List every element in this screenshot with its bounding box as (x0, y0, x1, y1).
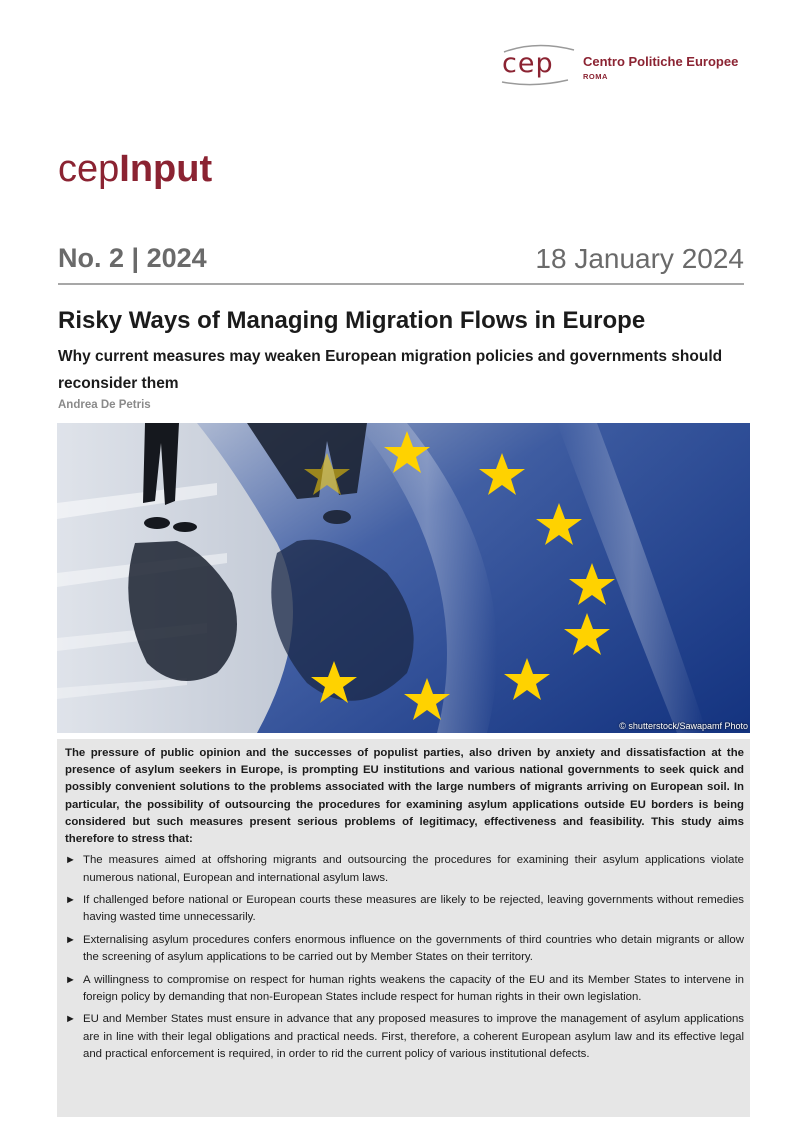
summary-box (57, 739, 750, 1117)
bullet-text: Externalising asylum procedures confers enormous influence on the governments of third countries who detain migrants or allow the screening of asylum applications to be carried out by Member States on their territory. (83, 933, 744, 964)
photo-credit: © shutterstock/Sawapamf Photo (619, 721, 748, 731)
document-title: Risky Ways of Managing Migration Flows in Europe (58, 307, 646, 334)
issue-date: 18 January 2024 (535, 243, 744, 274)
bullet-text: The measures aimed at offshoring migrants and outsourcing the procedures for examining their asylum applications violate numerous national, European and international asylum laws. (83, 854, 744, 884)
list-item (65, 892, 744, 927)
key-points-list (65, 852, 744, 1063)
divider (58, 283, 744, 285)
series-brand (58, 150, 212, 188)
list-item (65, 852, 744, 887)
bullet-text: A willingness to compromise on respect for human rights weakens the capacity of the EU and its Member States to intervene in foreign policy by demanding that non-European States include respect for human rights in their own legislation. (83, 973, 744, 1004)
arrow-bullet-icon: ► (65, 894, 76, 907)
brand-suffix: Input (119, 148, 213, 190)
bullet-text: If challenged before national or European courts these measures are likely to be rejected, leaving governments without remedies having wasted time unnecessarily. (83, 894, 744, 924)
arrow-bullet-icon: ► (65, 854, 76, 867)
brand-prefix: cep (58, 148, 120, 190)
cep-logo (498, 42, 738, 90)
list-item (65, 972, 744, 1007)
list-item (65, 932, 744, 967)
list-item (65, 1011, 744, 1063)
bullet-text: EU and Member States must ensure in advance that any proposed measures to improve the management of asylum applications are in line with their legal obligations and practical needs. First, therefore, a coherent European asylum law and its effective legal and practical enforcement is required, in order to rid the current policy of various institutional defects. (83, 1013, 744, 1061)
logo-wordmark: cep (502, 48, 554, 79)
document-subtitle: Why current measures may weaken European migration policies and governments should reconsider them (58, 348, 723, 392)
logo-city: ROMA (583, 72, 608, 81)
arrow-bullet-icon: ► (65, 973, 76, 986)
logo-org-name: Centro Politiche Europee (583, 54, 739, 69)
issue-number: No. 2 | 2024 (58, 243, 207, 273)
eu-flag-migrants-photo-icon (57, 423, 750, 733)
author-name: Andrea De Petris (58, 399, 151, 411)
cover-photo (57, 423, 750, 733)
summary-intro: The pressure of public opinion and the successes of populist parties, also driven by anxiety and dissatisfaction at the presence of asylum seekers in Europe, is prompting EU institutions and various national governments to seek quick and possibly convenient solutions to the problems associated with the large numbers of migrants arriving on European soil. In particular, the possibility of outsourcing the procedures for examining asylum applications outside EU borders is being considered but such measures present serious problems of legitimacy, effectiveness and feasibility. This study aims therefore to stress that: (65, 747, 744, 846)
arrow-bullet-icon: ► (65, 933, 76, 946)
issue-row (58, 243, 744, 283)
arrow-bullet-icon: ► (65, 1013, 76, 1026)
